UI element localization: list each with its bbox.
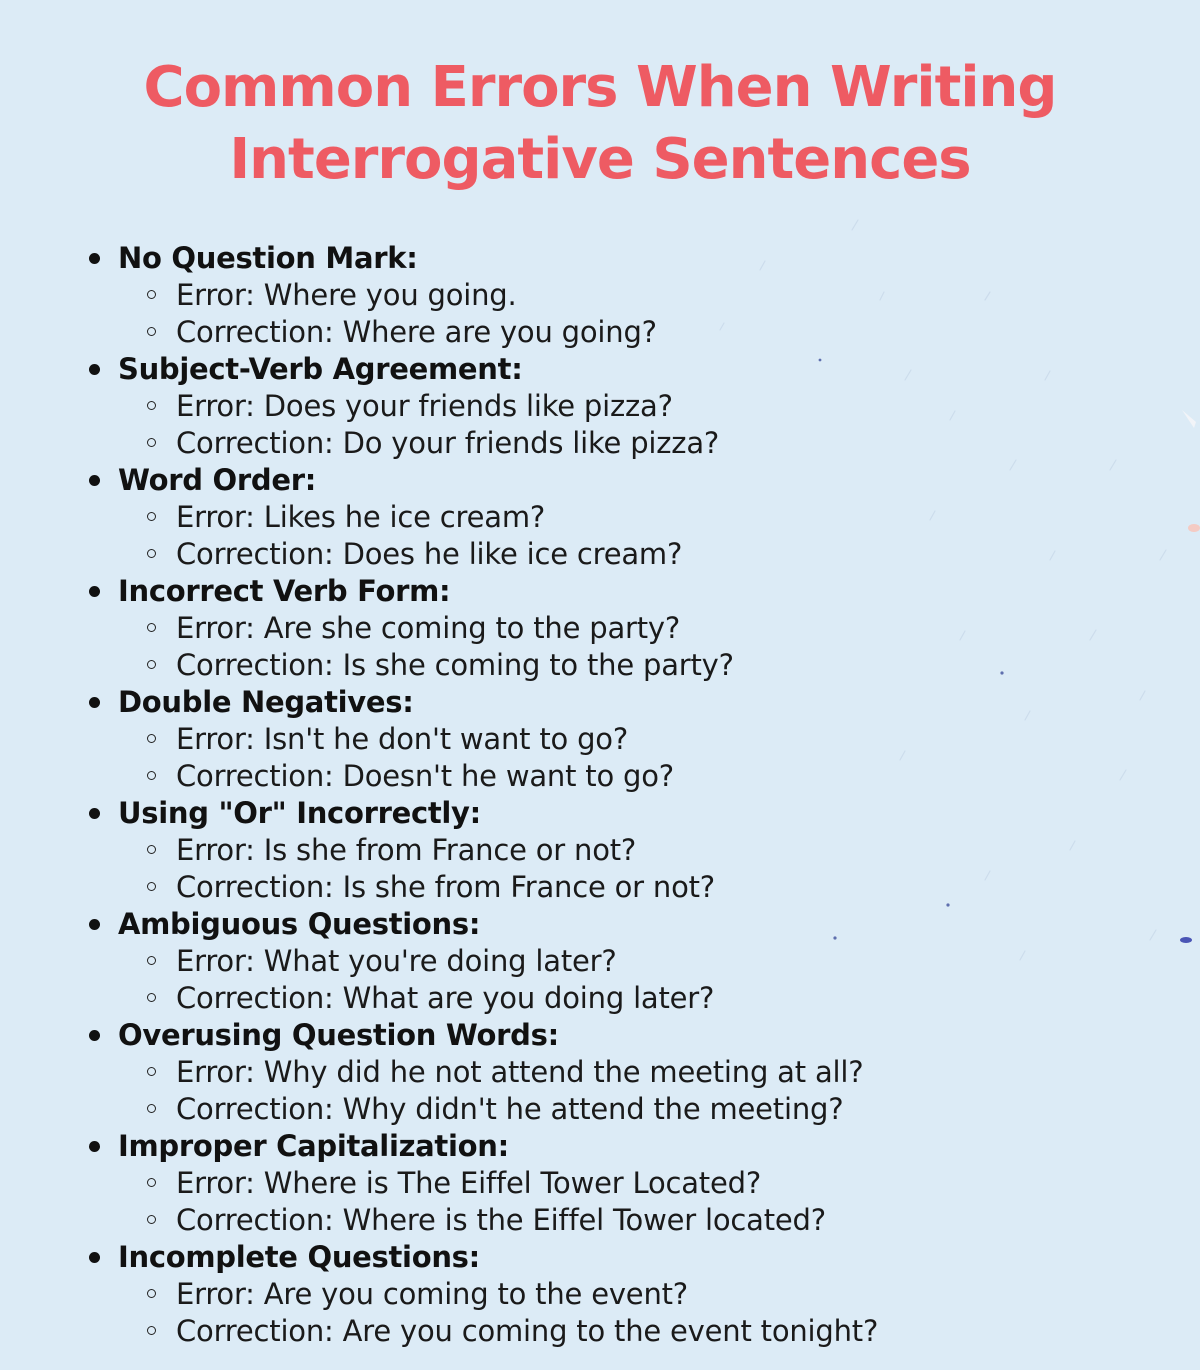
correction-example: Correction: Is she from France or not? bbox=[176, 870, 715, 904]
title-line-1: Common Errors When Writing bbox=[143, 55, 1057, 120]
bullet-icon bbox=[89, 1141, 100, 1152]
error-example: Error: Why did he not attend the meeting at all? bbox=[176, 1055, 864, 1089]
bullet-icon bbox=[89, 919, 100, 930]
error-example: Error: What you're doing later? bbox=[176, 944, 617, 978]
bullet-icon bbox=[89, 253, 100, 264]
list-item bbox=[0, 573, 1200, 684]
circle-bullet-icon bbox=[147, 845, 156, 854]
circle-bullet-icon bbox=[147, 882, 156, 891]
bullet-icon bbox=[89, 808, 100, 819]
bullet-icon bbox=[89, 475, 100, 486]
bullet-icon bbox=[89, 364, 100, 375]
bullet-icon bbox=[89, 1030, 100, 1041]
circle-bullet-icon bbox=[147, 1326, 156, 1335]
circle-bullet-icon bbox=[147, 771, 156, 780]
correction-example: Correction: Are you coming to the event tonight? bbox=[176, 1314, 879, 1348]
circle-bullet-icon bbox=[147, 549, 156, 558]
item-heading: Overusing Question Words: bbox=[118, 1018, 559, 1052]
correction-example: Correction: Doesn't he want to go? bbox=[176, 759, 674, 793]
circle-bullet-icon bbox=[147, 1215, 156, 1224]
list-item bbox=[0, 351, 1200, 462]
error-example: Error: Is she from France or not? bbox=[176, 833, 637, 867]
correction-example: Correction: What are you doing later? bbox=[176, 981, 715, 1015]
item-heading: Subject-Verb Agreement: bbox=[118, 352, 523, 386]
bullet-icon bbox=[89, 697, 100, 708]
error-example: Error: Where you going. bbox=[176, 278, 517, 312]
circle-bullet-icon bbox=[147, 401, 156, 410]
list-item bbox=[0, 795, 1200, 906]
circle-bullet-icon bbox=[147, 290, 156, 299]
error-example: Error: Likes he ice cream? bbox=[176, 500, 546, 534]
correction-example: Correction: Do your friends like pizza? bbox=[176, 426, 720, 460]
list-item bbox=[0, 240, 1200, 351]
list-item bbox=[0, 684, 1200, 795]
list-item bbox=[0, 1239, 1200, 1350]
error-list bbox=[0, 240, 1200, 1350]
item-heading: Ambiguous Questions: bbox=[118, 907, 481, 941]
list-item bbox=[0, 462, 1200, 573]
list-item bbox=[0, 1128, 1200, 1239]
correction-example: Correction: Why didn't he attend the meeting? bbox=[176, 1092, 844, 1126]
circle-bullet-icon bbox=[147, 956, 156, 965]
error-example: Error: Isn't he don't want to go? bbox=[176, 722, 629, 756]
circle-bullet-icon bbox=[147, 512, 156, 521]
correction-example: Correction: Does he like ice cream? bbox=[176, 537, 683, 571]
error-example: Error: Are you coming to the event? bbox=[176, 1277, 688, 1311]
circle-bullet-icon bbox=[147, 993, 156, 1002]
item-heading: Improper Capitalization: bbox=[118, 1129, 509, 1163]
error-example: Error: Where is The Eiffel Tower Located? bbox=[176, 1166, 762, 1200]
item-heading: Incorrect Verb Form: bbox=[118, 574, 451, 608]
circle-bullet-icon bbox=[147, 327, 156, 336]
item-heading: Double Negatives: bbox=[118, 685, 414, 719]
circle-bullet-icon bbox=[147, 734, 156, 743]
correction-example: Correction: Is she coming to the party? bbox=[176, 648, 734, 682]
error-example: Error: Are she coming to the party? bbox=[176, 611, 681, 645]
title-line-2: Interrogative Sentences bbox=[229, 127, 971, 192]
item-heading: Incomplete Questions: bbox=[118, 1240, 480, 1274]
error-example: Error: Does your friends like pizza? bbox=[176, 389, 673, 423]
circle-bullet-icon bbox=[147, 623, 156, 632]
item-heading: Word Order: bbox=[118, 463, 317, 497]
item-heading: Using "Or" Incorrectly: bbox=[118, 796, 481, 830]
correction-example: Correction: Where is the Eiffel Tower located? bbox=[176, 1203, 826, 1237]
page-title bbox=[0, 52, 1200, 196]
bullet-icon bbox=[89, 586, 100, 597]
list-item bbox=[0, 906, 1200, 1017]
item-heading: No Question Mark: bbox=[118, 241, 418, 275]
circle-bullet-icon bbox=[147, 438, 156, 447]
circle-bullet-icon bbox=[147, 1178, 156, 1187]
list-item bbox=[0, 1017, 1200, 1128]
circle-bullet-icon bbox=[147, 1104, 156, 1113]
bullet-icon bbox=[89, 1252, 100, 1263]
circle-bullet-icon bbox=[147, 1289, 156, 1298]
circle-bullet-icon bbox=[147, 1067, 156, 1076]
circle-bullet-icon bbox=[147, 660, 156, 669]
correction-example: Correction: Where are you going? bbox=[176, 315, 657, 349]
